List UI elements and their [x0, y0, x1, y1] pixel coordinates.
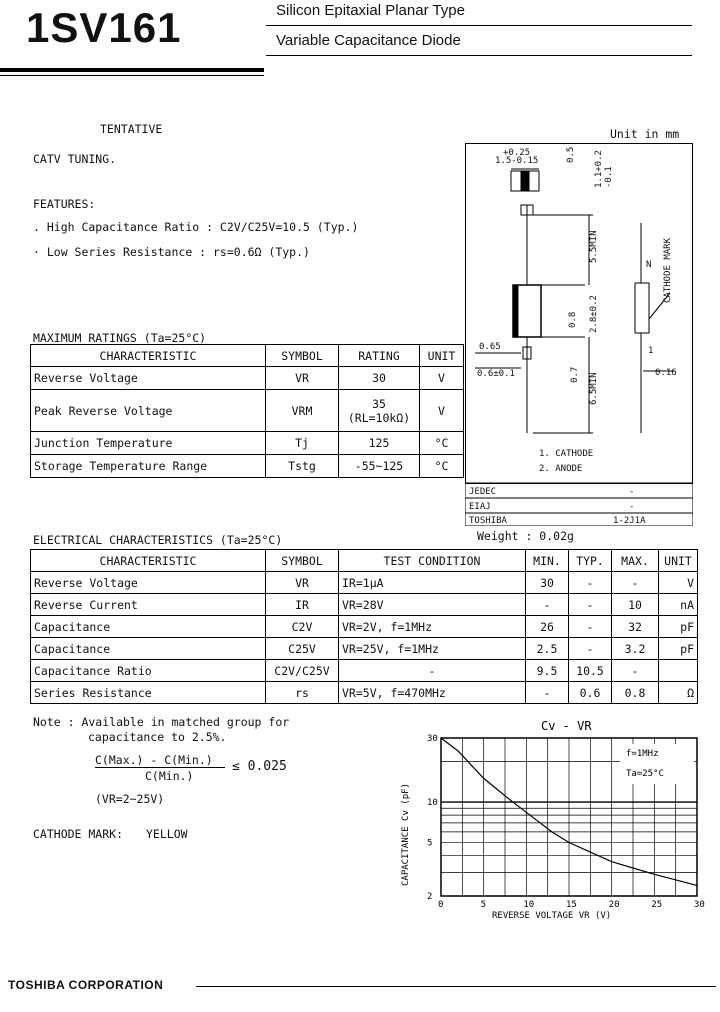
dim-11b: -0.1 [604, 166, 614, 188]
ec-min: - [526, 594, 569, 616]
fraction-numerator: C(Max.) - C(Min.) [95, 753, 213, 767]
mr-rating-note: (RL=10kΩ) [347, 410, 411, 425]
device-type-line2: Variable Capacitance Diode [276, 32, 461, 49]
ec-char: Capacitance [31, 616, 266, 638]
ec-symbol: rs [266, 682, 339, 704]
note-line-2: capacitance to 2.5%. [88, 730, 227, 744]
fraction-bar [95, 767, 225, 768]
weight-text: Weight : 0.02g [477, 529, 574, 543]
dim-016: 0.16 [655, 368, 677, 378]
mr-header-symbol: SYMBOL [266, 345, 339, 367]
ec-char: Series Resistance [31, 682, 266, 704]
ec-typ: 10.5 [569, 660, 612, 682]
table-row [31, 594, 698, 616]
mr-rating: 30 [339, 367, 420, 390]
table-row [31, 572, 698, 594]
ec-header-symbol: SYMBOL [266, 550, 339, 572]
mr-header-unit: UNIT [420, 345, 464, 367]
features-title: FEATURES: [33, 197, 96, 211]
mr-symbol: Tj [266, 432, 339, 455]
ec-unit: V [659, 572, 698, 594]
footer-company: TOSHIBA CORPORATION [8, 978, 164, 992]
mr-unit: V [420, 390, 464, 432]
toshiba-label: TOSHIBA [469, 516, 507, 526]
ec-cond: VR=28V [339, 594, 526, 616]
ec-char: Capacitance [31, 638, 266, 660]
x-tick-label: 10 [523, 900, 535, 910]
mr-char: Peak Reverse Voltage [31, 390, 266, 432]
dim-28: 2.8±0.2 [589, 295, 599, 333]
x-tick-label: 30 [694, 900, 705, 910]
pin-1-label: 1 [648, 346, 654, 356]
ec-char: Reverse Voltage [31, 572, 266, 594]
cathode-band [513, 285, 518, 337]
side-view-body [635, 283, 649, 333]
eiaj-label: EIAJ [469, 502, 491, 512]
ec-header-condition: TEST CONDITION [339, 550, 526, 572]
ec-min: 2.5 [526, 638, 569, 660]
x-tick-label: 0 [438, 900, 444, 910]
title-bar [0, 68, 264, 72]
footer-rule [196, 986, 716, 987]
jedec-label: JEDEC [469, 487, 497, 497]
mr-char: Reverse Voltage [31, 367, 266, 390]
x-tick-label: 5 [480, 900, 487, 910]
pin-list-2: 2. ANODE [539, 464, 583, 474]
x-tick-labels [438, 900, 705, 910]
dim-05: 0.5 [566, 146, 576, 163]
ec-unit: nA [659, 594, 698, 616]
cathode-mark-label: CATHODE MARK: [33, 827, 124, 841]
ec-unit: pF [659, 616, 698, 638]
dim-55min: 5.5MIN [589, 230, 599, 263]
ec-min: 30 [526, 572, 569, 594]
mr-char: Storage Temperature Range [31, 455, 266, 478]
dim-top: +0.25 [503, 148, 531, 158]
table-row [31, 455, 464, 478]
note-condition: (VR=2~25V) [95, 792, 165, 806]
ec-symbol: C2V/C25V [266, 660, 339, 682]
ec-typ: - [569, 638, 612, 660]
ec-min: 9.5 [526, 660, 569, 682]
x-tick-label: 15 [566, 900, 577, 910]
mr-char: Junction Temperature [31, 432, 266, 455]
ec-symbol: IR [266, 594, 339, 616]
mr-unit: °C [420, 455, 464, 478]
ec-header-characteristic: CHARACTERISTIC [31, 550, 266, 572]
mr-rating [339, 390, 420, 432]
pin-n-label: N [646, 260, 652, 270]
feature-2: · Low Series Resistance : rs=0.6Ω (Typ.) [33, 245, 310, 259]
ec-symbol: C2V [266, 616, 339, 638]
dim-07: 0.7 [570, 366, 580, 383]
ec-max: - [612, 572, 659, 594]
ec-min: 26 [526, 616, 569, 638]
table-row [31, 616, 698, 638]
ec-max: 3.2 [612, 638, 659, 660]
mr-unit: V [420, 367, 464, 390]
fraction-rhs: ≤ 0.025 [232, 759, 287, 774]
ec-symbol: C25V [266, 638, 339, 660]
mr-rating-value: 35 [372, 396, 386, 411]
ec-typ: - [569, 572, 612, 594]
dim-65min: 6.5MIN [589, 372, 599, 405]
elec-table [30, 549, 698, 704]
x-tick-label: 25 [651, 900, 663, 910]
mr-rating: 125 [339, 432, 420, 455]
title-bar-thin [0, 75, 264, 76]
y-tick-label: 2 [427, 892, 433, 902]
table-row [31, 638, 698, 660]
ec-header-unit: UNIT [659, 550, 698, 572]
annotation-temp: Ta=25°C [626, 769, 664, 779]
x-tick-label: 20 [608, 900, 620, 910]
unit-note: Unit in mm [610, 127, 680, 141]
dim-065: 0.65 [479, 342, 501, 352]
ec-unit: Ω [659, 682, 698, 704]
dim-08: 0.8 [568, 311, 578, 328]
ec-cond: VR=5V, f=470MHz [339, 682, 526, 704]
mr-unit: °C [420, 432, 464, 455]
annotation-freq: f=1MHz [626, 749, 659, 759]
ec-char: Reverse Current [31, 594, 266, 616]
ec-header-min: MIN. [526, 550, 569, 572]
ec-header-typ: TYP. [569, 550, 612, 572]
table-row [31, 432, 464, 455]
y-tick-labels [427, 734, 438, 902]
table-row [31, 682, 698, 704]
ec-max: 10 [612, 594, 659, 616]
dim-top2: 1.5-0.15 [495, 156, 539, 166]
y-axis-label: CAPACITANCE Cv (pF) [401, 783, 411, 886]
pin-list-1: 1. CATHODE [539, 449, 594, 459]
y-tick-label: 10 [427, 798, 438, 809]
part-number: 1SV161 [26, 4, 182, 51]
mr-symbol: Tstg [266, 455, 339, 478]
table-row [31, 390, 464, 432]
mr-header-rating: RATING [339, 345, 420, 367]
header-divider-2 [266, 55, 692, 56]
cathode-mark-value: YELLOW [146, 827, 188, 841]
mr-rating: -55~125 [339, 455, 420, 478]
ec-unit: pF [659, 638, 698, 660]
header-divider [266, 25, 692, 26]
tentative-label: TENTATIVE [100, 122, 163, 136]
ec-max: 32 [612, 616, 659, 638]
ec-symbol: VR [266, 572, 339, 594]
ec-typ: - [569, 616, 612, 638]
application-text: CATV TUNING. [33, 152, 117, 166]
fraction-denominator: C(Min.) [145, 769, 194, 783]
ec-cond: - [339, 660, 526, 682]
ec-unit [659, 660, 698, 682]
ec-min: - [526, 682, 569, 704]
end-view-band [521, 171, 529, 191]
table-row [31, 660, 698, 682]
y-tick-label: 30 [427, 734, 438, 744]
dim-11: 1.1+0.2 [594, 150, 604, 188]
dim-06: 0.6±0.1 [477, 369, 515, 379]
table-row [31, 367, 464, 390]
mr-header-characteristic: CHARACTERISTIC [31, 345, 266, 367]
ec-cond: IR=1μA [339, 572, 526, 594]
toshiba-value: 1-2J1A [613, 516, 646, 526]
chart-title: Cv - VR [541, 719, 592, 733]
x-axis-label: REVERSE VOLTAGE VR (V) [492, 911, 612, 921]
ec-char: Capacitance Ratio [31, 660, 266, 682]
ec-typ: 0.6 [569, 682, 612, 704]
ec-cond: VR=2V, f=1MHz [339, 616, 526, 638]
y-tick-label: 5 [427, 838, 433, 849]
device-type-line1: Silicon Epitaxial Planar Type [276, 2, 465, 19]
cv-vr-chart [396, 712, 710, 924]
ec-max: 0.8 [612, 682, 659, 704]
package-outline-drawing [465, 143, 693, 526]
ec-typ: - [569, 594, 612, 616]
jedec-value: - [629, 487, 635, 497]
ec-cond: VR=25V, f=1MHz [339, 638, 526, 660]
max-ratings-title: MAXIMUM RATINGS (Ta=25°C) [33, 331, 207, 345]
feature-1: . High Capacitance Ratio : C2V/C25V=10.5 (Typ.) [33, 220, 359, 234]
max-ratings-table [30, 344, 464, 478]
cathode-mark-label: CATHODE MARK [663, 237, 673, 303]
eiaj-value: - [629, 502, 635, 512]
elec-title: ELECTRICAL CHARACTERISTICS (Ta=25°C) [33, 533, 283, 547]
ec-header-max: MAX. [612, 550, 659, 572]
mr-symbol: VR [266, 367, 339, 390]
note-line-1: Note : Available in matched group for [33, 715, 290, 729]
mr-symbol: VRM [266, 390, 339, 432]
ec-max: - [612, 660, 659, 682]
